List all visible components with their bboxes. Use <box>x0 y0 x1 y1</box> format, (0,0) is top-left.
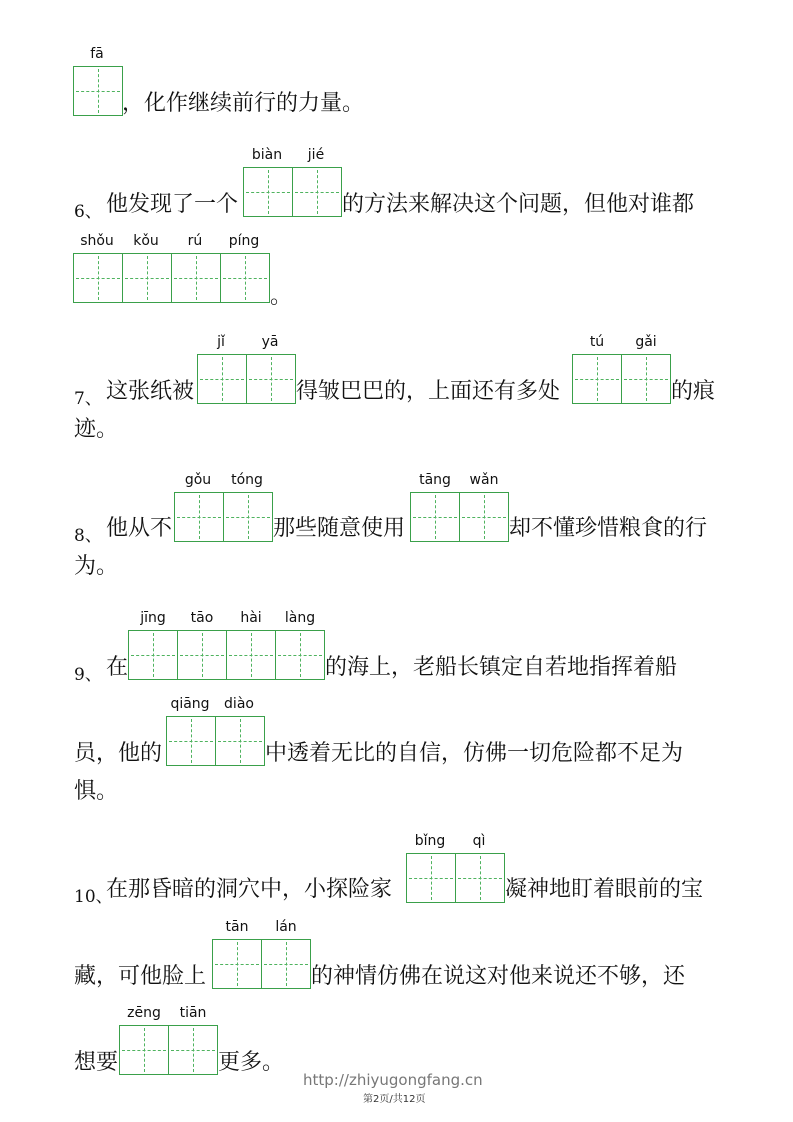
grid-cell[interactable] <box>119 1025 169 1075</box>
pinyin: qiāng <box>170 696 210 712</box>
pinyin: biàn <box>251 147 283 163</box>
grid-cell[interactable] <box>572 354 622 404</box>
grid-cell[interactable] <box>275 630 325 680</box>
pinyin: tiān <box>179 1005 207 1021</box>
question-number: 9、 <box>74 665 102 685</box>
grid-cell[interactable] <box>73 253 123 303</box>
pinyin: gǒu <box>184 472 212 488</box>
grid-cell[interactable] <box>212 939 262 989</box>
sentence-text: 的海上，老船长镇定自若地指挥着船 <box>325 655 678 680</box>
sentence-text: 这张纸被 <box>106 379 195 404</box>
pinyin: zēng <box>127 1005 161 1021</box>
writing-grid[interactable] <box>406 853 505 901</box>
pinyin: bǐng <box>414 833 446 849</box>
writing-grid[interactable] <box>410 492 509 540</box>
sentence-text: 为。 <box>74 554 119 579</box>
pinyin: tāng <box>419 472 451 488</box>
grid-cell[interactable] <box>226 630 276 680</box>
pinyin: lán <box>275 919 297 935</box>
sentence-text: 惧。 <box>74 779 119 804</box>
sentence-text: 凝神地盯着眼前的宝 <box>505 877 704 902</box>
grid-cell[interactable] <box>168 1025 218 1075</box>
grid-cell[interactable] <box>171 253 221 303</box>
question-number: 7、 <box>74 389 102 409</box>
pinyin: kǒu <box>133 233 159 249</box>
grid-cell[interactable] <box>215 716 265 766</box>
grid-cell[interactable] <box>621 354 671 404</box>
grid-cell[interactable] <box>220 253 270 303</box>
grid-cell[interactable] <box>177 630 227 680</box>
grid-cell[interactable] <box>455 853 505 903</box>
grid-cell[interactable] <box>166 716 216 766</box>
grid-cell[interactable] <box>406 853 456 903</box>
grid-cell[interactable] <box>128 630 178 680</box>
grid-cell[interactable] <box>292 167 342 217</box>
writing-grid[interactable] <box>243 167 342 215</box>
writing-grid[interactable] <box>166 716 265 764</box>
pinyin: shǒu <box>80 233 114 249</box>
sentence-text: 的神情仿佛在说这对他来说还不够，还 <box>311 964 686 989</box>
sentence-text: 在 <box>106 655 129 680</box>
question-number: 8、 <box>74 526 102 546</box>
grid-cell[interactable] <box>122 253 172 303</box>
sentence-text: 他从不 <box>106 516 173 541</box>
sentence-text: 。 <box>270 284 293 309</box>
pinyin: hài <box>240 610 262 626</box>
sentence-text: 在那昏暗的洞穴中，小探险家 <box>106 877 393 902</box>
grid-cell[interactable] <box>261 939 311 989</box>
sentence-text: 那些随意使用 <box>273 516 406 541</box>
grid-cell[interactable] <box>73 66 123 116</box>
pinyin: jǐ <box>217 334 225 350</box>
grid-cell[interactable] <box>174 492 224 542</box>
page-number: 第2页/共12页 <box>363 1094 426 1105</box>
pinyin: rú <box>187 233 203 249</box>
writing-grid[interactable] <box>572 354 671 402</box>
pinyin: tóng <box>231 472 263 488</box>
sentence-text: 的痕 <box>671 379 716 404</box>
pinyin: wǎn <box>469 472 499 488</box>
question-number: 6、 <box>74 202 102 222</box>
pinyin: tān <box>225 919 249 935</box>
sentence-text: 迹。 <box>74 417 119 442</box>
pinyin: yā <box>261 334 279 350</box>
pinyin: gǎi <box>635 334 657 350</box>
sentence-text: ，化作继续前行的力量。 <box>122 91 365 116</box>
sentence-text: 却不懂珍惜粮食的行 <box>509 516 708 541</box>
writing-grid[interactable] <box>73 66 123 114</box>
writing-grid[interactable] <box>73 253 270 301</box>
grid-cell[interactable] <box>246 354 296 404</box>
writing-grid[interactable] <box>128 630 325 678</box>
grid-cell[interactable] <box>243 167 293 217</box>
pinyin: qì <box>472 833 486 849</box>
grid-cell[interactable] <box>459 492 509 542</box>
pinyin: tāo <box>190 610 214 626</box>
pinyin: píng <box>228 233 260 249</box>
pinyin: jīng <box>140 610 166 626</box>
watermark-url: http://zhiyugongfang.cn <box>303 1071 483 1089</box>
pinyin: diào <box>224 696 254 712</box>
sentence-text: 中透着无比的自信，仿佛一切危险都不足为 <box>265 741 684 766</box>
pinyin: tú <box>589 334 605 350</box>
sentence-text: 的方法来解决这个问题，但他对谁都 <box>342 192 695 217</box>
grid-cell[interactable] <box>410 492 460 542</box>
sentence-text: 得皱巴巴的，上面还有多处 <box>296 379 561 404</box>
question-number: 10、 <box>74 887 113 907</box>
pinyin: fā <box>90 46 104 62</box>
writing-grid[interactable] <box>212 939 311 987</box>
grid-cell[interactable] <box>223 492 273 542</box>
writing-grid[interactable] <box>174 492 273 540</box>
pinyin: làng <box>284 610 316 626</box>
sentence-text: 更多。 <box>218 1050 285 1075</box>
pinyin: jié <box>307 147 325 163</box>
writing-grid[interactable] <box>119 1025 218 1073</box>
sentence-text: 藏，可他脸上 <box>74 964 207 989</box>
sentence-text: 想要 <box>74 1050 119 1075</box>
writing-grid[interactable] <box>197 354 296 402</box>
grid-cell[interactable] <box>197 354 247 404</box>
sentence-text: 他发现了一个 <box>106 192 239 217</box>
sentence-text: 员，他的 <box>74 741 163 766</box>
